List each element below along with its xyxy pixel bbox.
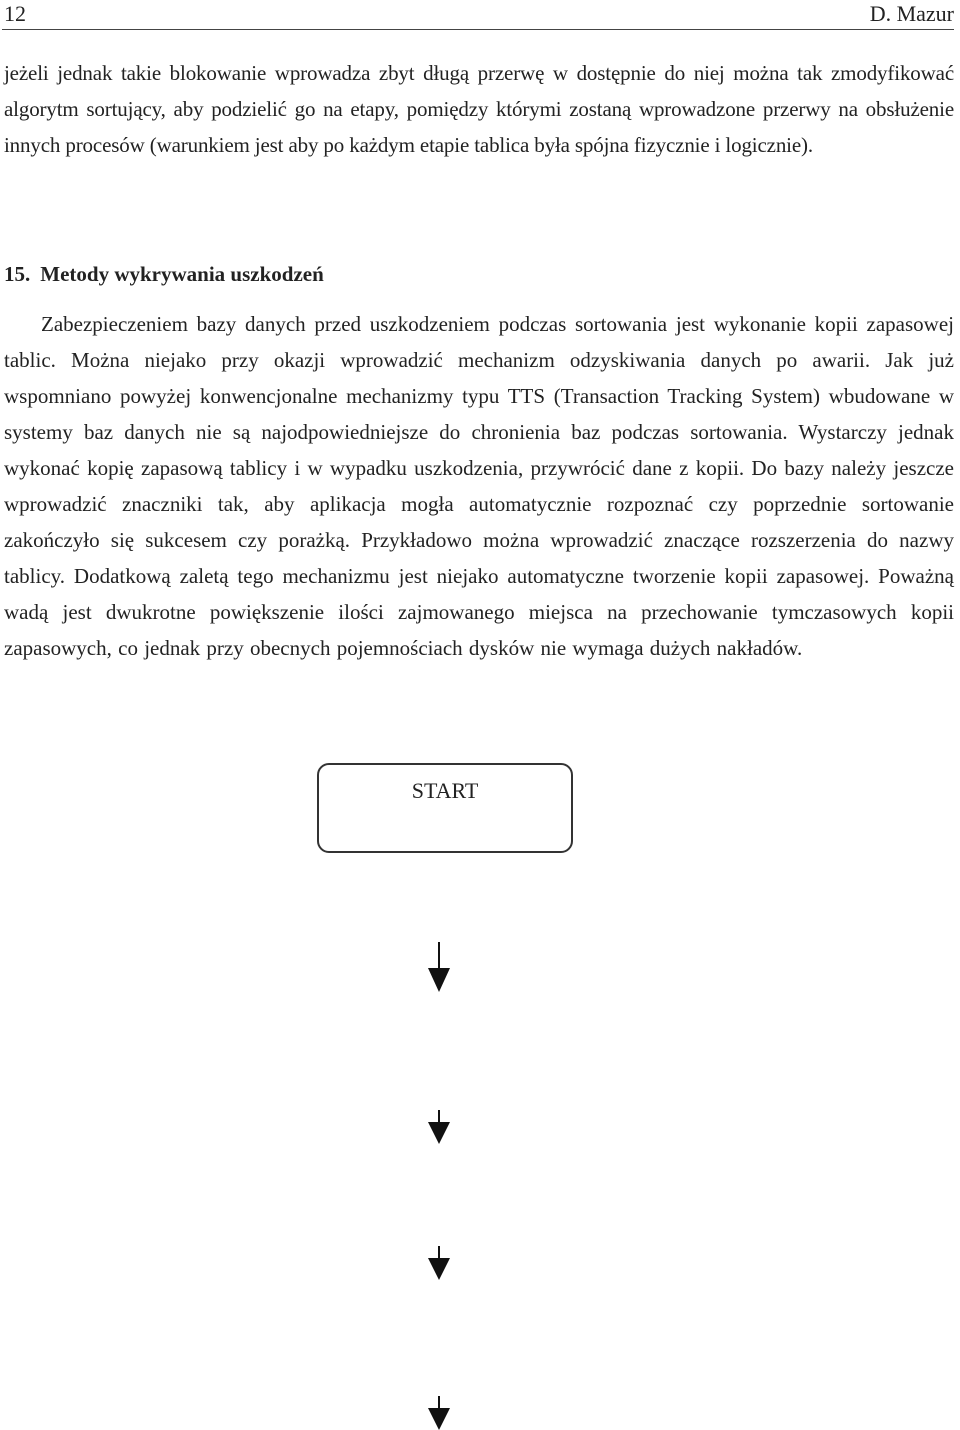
section-heading	[4, 256, 324, 292]
paragraph-continuation: jeżeli jednak takie blokowanie wprowadza zbyt długą przerwę w dostępnie do niej można tak zmodyfikować algorytm sortujący, aby podzielić go na etapy, pomiędzy którymi zostaną wprowadzone przerwy na obsłużenie innych procesów (warunkiem jest aby po każdym etapie tablica była spójna fizycznie i logicznie).	[4, 61, 954, 157]
flowchart-arrow-down-icon	[428, 1246, 450, 1282]
body-paragraph: Zabezpieczeniem bazy danych przed uszkodzeniem podczas sortowania jest wykonanie kopii zapasowej tablic. Można niejako przy okazji wprowadzić mechanizm odzyskiwania danych po awarii. Jak już wspomniano powyżej konwencjonalne mechanizmy typu TTS (Transaction Tracking System) wbudowane w systemy baz danych nie są najodpowiedniejsze do chronienia baz podczas sortowania. Wystarczy jednak wykonać kopię zapasową tablicy i w wypadku uszkodzenia, przywrócić dane z kopii. Do bazy należy jeszcze wprowadzić znaczniki tak, aby aplikacja mogła automatycznie rozpoznać czy poprzednie sortowanie zakończyło się sukcesem czy porażką. Przykładowo można wprowadzić znaczące rozszerzenia do nazwy tablicy. Dodatkową zaletą tego mechanizmu jest niejako automatyczne tworzenie kopii zapasowej. Poważną wadą jest dwukrotne powiększenie ilości zajmowanego miejsca na przechowanie tymczasowych kopii zapasowych, co jednak przy obecnych pojemnościach dysków nie wymaga dużych nakładów.	[4, 312, 954, 660]
flowchart-arrow-down-icon	[428, 942, 450, 992]
section-number: 15.	[4, 262, 31, 286]
section-title: Metody wykrywania uszkodzeń	[40, 262, 324, 286]
flowchart-arrow-down-icon	[428, 1396, 450, 1430]
running-header	[2, 0, 954, 30]
flowchart-arrow-down-icon	[428, 1110, 450, 1146]
running-author: D. Mazur	[869, 1, 954, 26]
flowchart-start-box	[317, 763, 573, 853]
flowchart-start-label: START	[411, 778, 479, 803]
page-number: 12	[4, 1, 26, 26]
